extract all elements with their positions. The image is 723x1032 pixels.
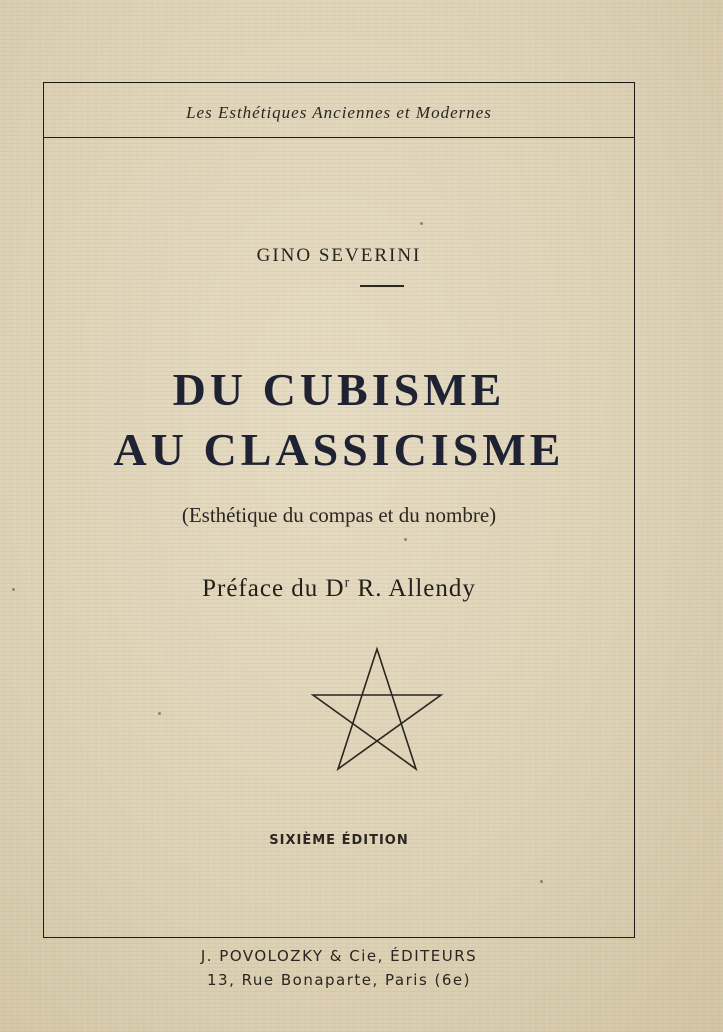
author-name: GINO SEVERINI bbox=[256, 245, 422, 266]
book-subtitle: (Esthétique du compas et du nombre) bbox=[181, 503, 497, 527]
preface-credit bbox=[44, 575, 634, 603]
pentagram-icon bbox=[309, 645, 445, 775]
preface-sup: r bbox=[344, 575, 351, 591]
publisher-name: J. POVOLOZKY & Cie, ÉDITEURS bbox=[200, 947, 478, 965]
cover-frame bbox=[43, 82, 635, 989]
publisher-address: 13, Rue Bonaparte, Paris (6e) bbox=[206, 971, 472, 989]
preface-suffix: R. Allendy bbox=[350, 575, 476, 602]
paper-speck bbox=[12, 588, 15, 591]
preface-prefix: Préface du D bbox=[202, 575, 345, 602]
edition-label: SIXIÈME ÉDITION bbox=[269, 833, 409, 848]
author-divider bbox=[360, 285, 404, 287]
book-title-line-1: DU CUBISME bbox=[172, 364, 506, 415]
series-header bbox=[44, 83, 634, 138]
series-title: Les Esthétiques Anciennes et Modernes bbox=[186, 103, 492, 122]
book-title-line-2: AU CLASSICISME bbox=[113, 424, 565, 475]
